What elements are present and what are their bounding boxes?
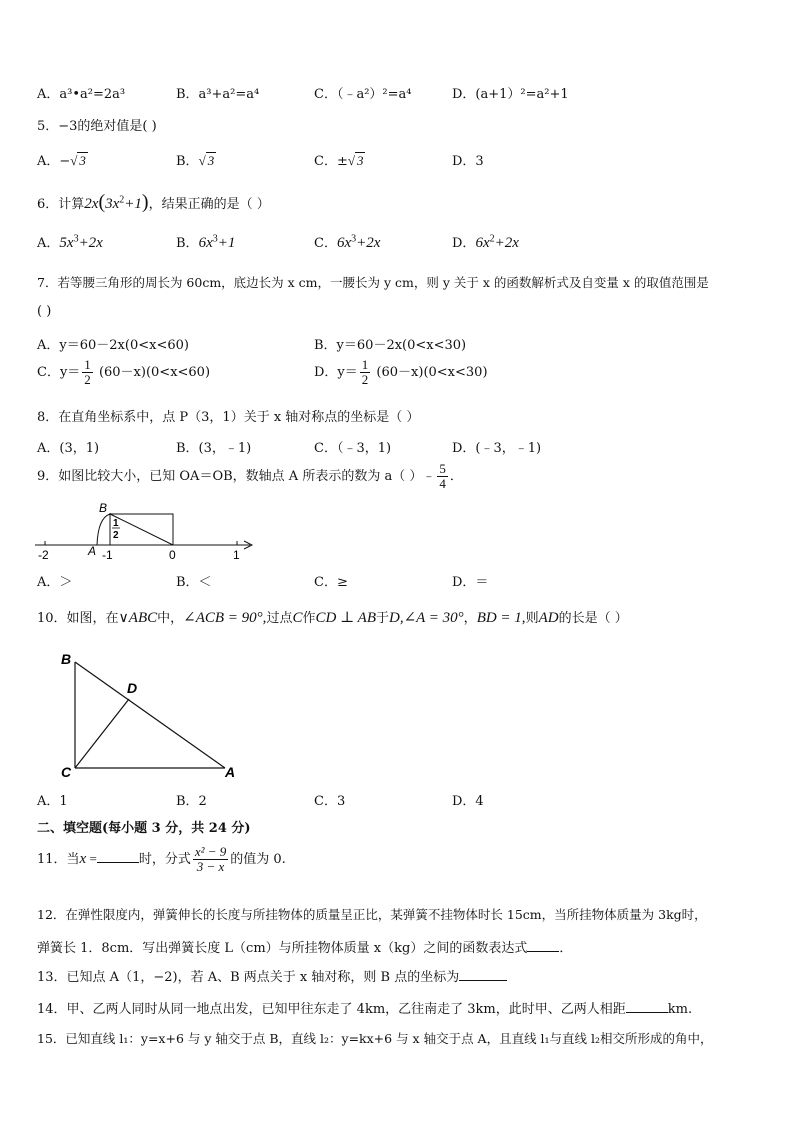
q7-option-a: A．y＝60－2x(0<x<60) <box>37 338 189 353</box>
q6-expr-inner: 3x <box>105 196 120 212</box>
answer-blank[interactable] <box>626 1012 668 1013</box>
q10-stem <box>37 607 628 627</box>
q12-line1: 12．在弹性限度内，弹簧伸长的长度与所挂物体的质量呈正比，某弹簧不挂物体时长 15cm，当所挂物体质量为 3kg时， <box>37 907 707 922</box>
compass-arc <box>97 514 110 545</box>
q10-angle-a: D,∠A = 30° <box>389 610 464 626</box>
fraction-denominator: 2 <box>84 372 91 387</box>
q6-option-c <box>314 232 380 252</box>
q13-text: 13．已知点 A（1，−2)，若 A、B 两点关于 x 轴对称，则 B 点的坐标为 <box>37 970 460 985</box>
paren-open: ( <box>98 191 106 213</box>
q14-text: 14．甲、乙两人同时从同一地点出发，已知甲往东走了 4km，乙往南走了 3km，此时甲、乙两人相距 <box>37 1002 626 1017</box>
triangle-figure <box>55 647 245 782</box>
q10-angle-acb: ∠ACB = 90°, <box>183 610 267 626</box>
fraction <box>82 358 93 387</box>
q6-option-d-base: 6x <box>475 235 490 251</box>
q6-option-d-label: D． <box>452 236 476 251</box>
q10-option-c: C．3 <box>314 794 346 809</box>
label-b: B <box>99 501 108 515</box>
q9-option-d: D．＝ <box>452 575 489 590</box>
q6-option-a <box>37 232 103 252</box>
q8-option-d: D．(﹣3，﹣1) <box>452 441 542 456</box>
q10-option-d: D．4 <box>452 794 484 809</box>
fraction-numerator: 5 <box>439 461 446 476</box>
q5-option-a-radicand: 3 <box>79 153 86 168</box>
fraction-denominator: 2 <box>361 372 369 387</box>
vertex-d-label: D <box>127 680 138 696</box>
q10-stem-pre: 10．如图，在 <box>37 611 119 626</box>
q9-stem-text: 9．如图比较大小，已知 OA＝OB，数轴点 A 所表示的数为 a（ ）﹣ <box>37 469 436 484</box>
tick-label: -2 <box>38 548 49 562</box>
q10-stem-end: 的长是（ ） <box>558 611 628 626</box>
fraction <box>437 462 448 491</box>
q7-option-c-post: (60－x)(0<x<60) <box>98 365 211 380</box>
q6-option-a-exp: 3 <box>73 233 79 245</box>
q8-option-a: A．(3，1) <box>37 441 100 456</box>
label-a: A <box>88 544 97 558</box>
q6-option-b-rest: +1 <box>217 235 236 251</box>
q9-option-a: A．＞ <box>37 575 73 590</box>
number-line-figure <box>30 498 260 564</box>
q6-expr-exp: 2 <box>119 194 125 206</box>
tick-label: 1 <box>233 548 240 562</box>
q6-option-b <box>176 232 235 252</box>
q11-end: 的值为 0. <box>230 852 286 867</box>
q6-option-c-exp: 3 <box>351 233 357 245</box>
q12-line2 <box>37 937 572 956</box>
q6-option-b-exp: 3 <box>212 233 218 245</box>
q11-eq: = <box>86 851 97 866</box>
q9-stem-end: ． <box>449 469 463 484</box>
q10-point-c: C <box>292 610 303 626</box>
q10-stem-mid2: 中， <box>157 611 184 626</box>
q6-option-c-rest: +2x <box>356 235 381 251</box>
segment-cd <box>75 699 129 768</box>
q11-stem <box>37 845 286 874</box>
fraction <box>193 845 228 874</box>
q11-var: x <box>79 851 87 867</box>
q11-mid: 时，分式 <box>138 852 191 867</box>
fraction-numerator: 1 <box>84 357 91 372</box>
vertex-b-label: B <box>61 651 72 667</box>
fraction-numerator: x² − 9 <box>194 844 227 859</box>
q6-option-a-label: A． <box>37 236 60 251</box>
q7-option-d <box>314 358 488 387</box>
q10-stem-mid5: 于 <box>375 611 389 626</box>
q6-option-d-rest: +2x <box>494 235 519 251</box>
q10-stem-mid3: 过点 <box>266 611 293 626</box>
q9-option-b: B．＜ <box>176 575 212 590</box>
q6-option-b-label: B． <box>176 236 199 251</box>
q10-stem-mid4: 作 <box>302 611 316 626</box>
sqrt-symbol: √ 3 <box>347 153 364 168</box>
q7-option-c-pre: C．y＝ <box>37 365 81 380</box>
fraction-denominator: 3 − x <box>193 859 228 874</box>
half-den: 2 <box>113 530 119 541</box>
q5-option-b-radicand: 3 <box>207 153 215 168</box>
q7-stem-cont: ( ) <box>37 304 52 319</box>
q7-stem: 7．若等腰三角形的周长为 60cm，底边长为 x cm，一腰长为 y cm，则 y 关于 x 的函数解析式及自变量 x 的取值范围是 <box>37 275 709 290</box>
q11-pre: 11．当 <box>37 852 80 867</box>
answer-blank[interactable] <box>459 980 507 981</box>
q7-option-d-post: (60－x)(0<x<30) <box>376 365 488 380</box>
fraction-numerator: 1 <box>361 357 369 372</box>
q7-option-b: B．y＝60－2x(0<x<30) <box>314 338 467 353</box>
q10-triangle-name: ABC <box>128 610 158 626</box>
q4-option-a: A．a³•a²=2a³ <box>37 87 126 102</box>
q6-option-c-base: 6x <box>336 235 352 251</box>
tick-label: 0 <box>169 548 176 562</box>
q10-option-a: A．1 <box>37 794 68 809</box>
q4-option-c: C．（﹣a²）²=a⁴ <box>314 87 412 102</box>
fraction-denominator: 4 <box>439 476 446 491</box>
q6-option-a-base: 5x <box>59 235 74 251</box>
q12-line2-text: 弹簧长 1．8cm．写出弹簧长度 L（cm）与所挂物体质量 x（kg）之间的函数表达式 <box>37 941 528 956</box>
q13-stem <box>37 966 507 985</box>
paren-close: ) <box>141 191 149 213</box>
q6-option-d-exp: 2 <box>489 233 495 245</box>
answer-blank[interactable] <box>527 951 559 952</box>
q6-expr-pre: 2x <box>84 196 99 212</box>
q10-option-b: B．2 <box>176 794 207 809</box>
half-num: 1 <box>113 518 119 529</box>
answer-blank[interactable] <box>97 862 139 863</box>
q12-line2-end: ． <box>559 941 573 956</box>
q9-option-c: C．≥ <box>314 575 348 590</box>
q14-stem <box>37 998 692 1017</box>
q6-option-a-rest: +2x <box>78 235 103 251</box>
vertex-a-label: A <box>225 764 236 780</box>
sqrt-symbol: √ 3 <box>198 153 215 168</box>
fraction <box>360 358 371 387</box>
section-title: 二、填空题(每小题 3 分，共 24 分) <box>37 821 251 836</box>
q6-option-d <box>452 232 519 252</box>
q6-num: 6．计算 <box>37 197 85 212</box>
diagonal-line <box>110 514 173 545</box>
q5-option-c <box>314 150 365 169</box>
q9-stem <box>37 462 463 491</box>
q5-option-d: D．3 <box>452 154 484 169</box>
q15-stem: 15．已知直线 l₁：y=x+6 与 y 轴交于点 B，直线 l₂：y=kx+6 与 x 轴交于点 A，且直线 l₁与直线 l₂相交所形成的角中， <box>37 1031 713 1046</box>
q10-stem-mid6: ， <box>463 611 477 626</box>
q6-stem <box>37 191 270 214</box>
q5-option-c-radicand: 3 <box>356 153 364 168</box>
q5-option-b <box>176 150 216 169</box>
sqrt-symbol: √ 3 <box>70 153 86 168</box>
q8-stem: 8．在直角坐标系中，点 P（3，1）关于 x 轴对称点的坐标是（ ） <box>37 410 420 425</box>
q5-option-a-label: A．− <box>37 154 71 169</box>
q6-tail: ，结果正确的是（ ） <box>148 197 270 212</box>
q4-option-b: B．a³+a²=a⁴ <box>176 87 260 102</box>
triangle-symbol: ∨ <box>118 611 129 626</box>
q5-option-c-label: C．± <box>314 154 348 169</box>
q6-expr-post: +1 <box>124 196 142 212</box>
q5-option-b-label: B． <box>176 154 199 169</box>
q5-stem: 5．−3的绝对值是( ) <box>37 119 157 134</box>
q5-option-a <box>37 150 88 169</box>
q6-option-c-label: C． <box>314 236 337 251</box>
q6-option-b-base: 6x <box>198 235 213 251</box>
q14-unit: km. <box>667 1002 693 1017</box>
q10-stem-mid7: 则 <box>525 611 539 626</box>
q8-option-c: C．（﹣3，1) <box>314 441 392 456</box>
q4-option-d: D．(a+1）²=a²+1 <box>452 87 569 102</box>
tick-label: -1 <box>102 548 113 562</box>
q10-perpendicular: CD ⊥ AB <box>315 610 376 626</box>
q7-option-d-pre: D．y＝ <box>314 365 358 380</box>
q8-option-b: B．(3，﹣1) <box>176 441 252 456</box>
side-ab <box>75 662 225 768</box>
q10-bd: BD = 1, <box>476 610 526 626</box>
q10-ad: AD <box>538 610 559 626</box>
q7-option-c <box>37 358 210 387</box>
vertex-c-label: C <box>61 764 72 780</box>
